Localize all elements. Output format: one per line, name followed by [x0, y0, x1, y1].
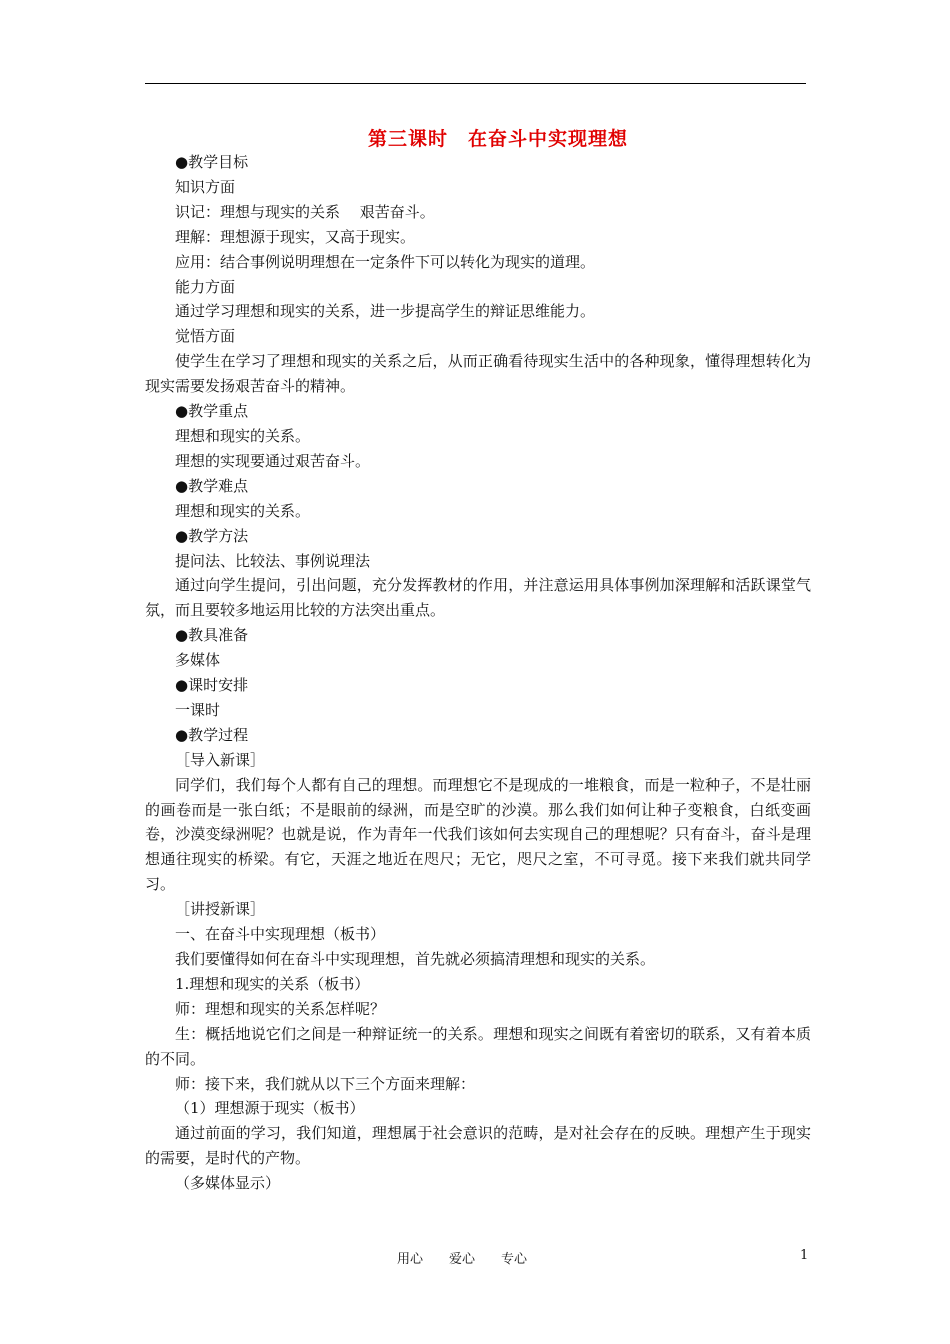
paragraph: 提问法、比较法、事例说理法 — [175, 551, 371, 570]
paragraph: 同学们，我们每个人都有自己的理想。而理想它不是现成的一堆粮食，而是一粒种子，不是壮丽的画卷而是一张白纸；不是眼前的绿洲，而是空旷的沙漠。那么我们如何让种子变粮食，白纸变画卷，沙漠变绿洲呢？也就是说，作为青年一代我们该如何去实现自己的理想呢？只有奋斗，奋斗是理想通往现实的桥梁。有它，天涯之地近在咫尺；无它，咫尺之室，不可寻觅。接下来我们就共同学习。 — [145, 775, 811, 894]
paragraph: 理解：理想源于现实，又高于现实。 — [175, 227, 416, 246]
page-footer — [0, 1248, 950, 1268]
paragraph: 识记：理想与现实的关系 艰苦奋斗。 — [175, 202, 435, 221]
paragraph: 通过学习理想和现实的关系，进一步提高学生的辩证思维能力。 — [175, 302, 596, 321]
paragraph: 我们要懂得如何在奋斗中实现理想，首先就必须搞清理想和现实的关系。 — [175, 950, 656, 968]
paragraph: 通过向学生提问，引出问题，充分发挥教材的作用，并注意运用具体事例加深理解和活跃课堂气氛，而且要较多地运用比较的方法突出重点。 — [145, 576, 811, 620]
paragraph: 一课时 — [175, 700, 221, 719]
heading-process: ●教学过程 — [175, 725, 249, 744]
paragraph: 理想和现实的关系。 — [175, 501, 311, 520]
footer-motto: 用心 爱心 专心 — [397, 1252, 528, 1267]
paragraph: 理想的实现要通过艰苦奋斗。 — [175, 451, 371, 470]
paragraph: 理想和现实的关系。 — [175, 426, 311, 445]
header-rule — [145, 83, 806, 84]
paragraph: 应用：结合事例说明理想在一定条件下可以转化为现实的道理。 — [175, 252, 596, 271]
heading-schedule: ●课时安排 — [175, 676, 249, 695]
paragraph: 生：概括地说它们之间是一种辩证统一的关系。理想和现实之间既有着密切的联系，又有着本质的不同。 — [145, 1024, 811, 1068]
subheading-knowledge: 知识方面 — [175, 177, 236, 196]
heading-difficulties: ●教学难点 — [175, 476, 249, 495]
paragraph: 多媒体 — [175, 651, 221, 670]
paragraph: （多媒体显示） — [175, 1174, 281, 1193]
paragraph: 通过前面的学习，我们知道，理想属于社会意识的范畴，是对社会存在的反映。理想产生于现实的需要，是时代的产物。 — [145, 1124, 811, 1168]
heading-methods: ●教学方法 — [175, 526, 249, 545]
subheading-ability: 能力方面 — [175, 277, 236, 296]
paragraph: （1）理想源于现实（板书） — [175, 1099, 365, 1118]
paragraph: 使学生在学习了理想和现实的关系之后，从而正确看待现实生活中的各种现象，懂得理想转化为现实需要发扬艰苦奋斗的精神。 — [145, 352, 811, 396]
paragraph: 一、在奋斗中实现理想（板书） — [175, 925, 386, 944]
page-number: 1 — [800, 1248, 809, 1263]
document-body — [145, 150, 811, 1196]
paragraph: 师：接下来，我们就从以下三个方面来理解： — [175, 1074, 476, 1093]
heading-teaching-goals: ●教学目标 — [175, 153, 249, 171]
heading-key-points: ●教学重点 — [175, 402, 249, 421]
section-label-intro: ［导入新课］ — [175, 750, 266, 769]
paragraph: 师：理想和现实的关系怎样呢？ — [175, 999, 386, 1018]
section-label-new-lesson: ［讲授新课］ — [175, 900, 266, 919]
subheading-awareness: 觉悟方面 — [175, 327, 236, 346]
heading-materials: ●教具准备 — [175, 626, 249, 645]
page-title: 第三课时 在奋斗中实现理想 — [367, 128, 628, 150]
paragraph: 1.理想和现实的关系（板书） — [175, 974, 370, 993]
